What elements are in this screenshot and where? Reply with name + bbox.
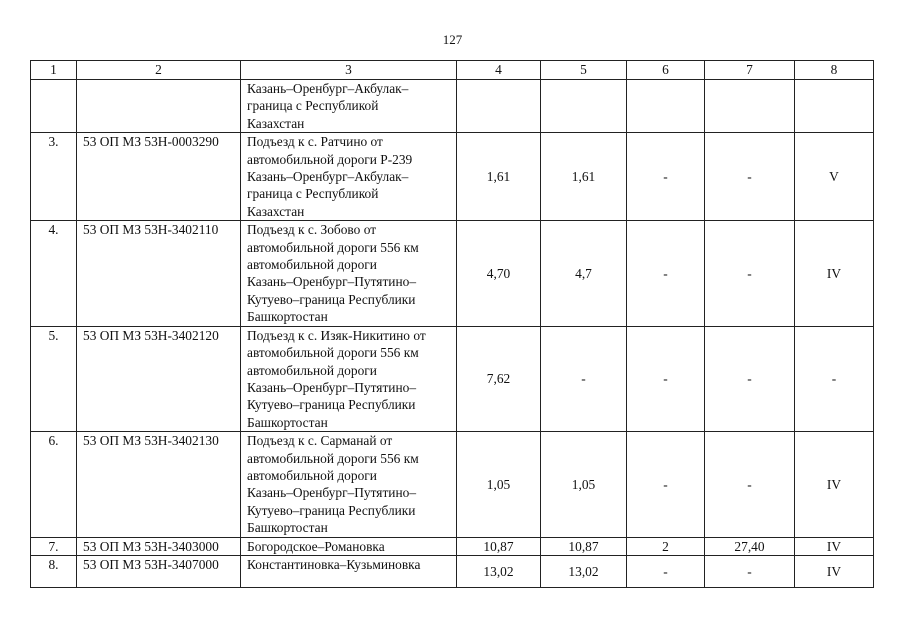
category-cell: V <box>795 133 874 221</box>
col6-value-cell: - <box>627 555 705 587</box>
col6-value-cell: - <box>627 221 705 326</box>
row-number-cell: 8. <box>31 555 77 587</box>
header-cell: 2 <box>77 61 241 80</box>
road-name-cell <box>241 221 457 326</box>
col5-value-cell: 1,61 <box>541 133 627 221</box>
road-name-cell <box>241 432 457 537</box>
col7-value-cell <box>705 80 795 133</box>
road-name-cell <box>241 80 457 133</box>
road-name-cell <box>241 326 457 431</box>
col6-value-cell: - <box>627 326 705 431</box>
road-name-line: граница с Республикой <box>247 98 379 114</box>
header-cell: 1 <box>31 61 77 80</box>
col7-value-cell: - <box>705 133 795 221</box>
col4-value-cell: 10,87 <box>457 537 541 555</box>
road-name-line: Башкортостан <box>247 309 328 325</box>
header-cell: 5 <box>541 61 627 80</box>
roads-table <box>30 60 874 588</box>
road-name-line: Кутуево–граница Республики <box>247 502 416 518</box>
header-row <box>31 61 874 80</box>
road-name-line: автомобильной дороги <box>247 467 377 483</box>
road-name-line: Башкортостан <box>247 414 328 430</box>
header-cell: 4 <box>457 61 541 80</box>
road-code-cell: 53 ОП МЗ 53Н-3407000 <box>77 555 241 587</box>
col5-value-cell <box>541 80 627 133</box>
category-cell <box>795 80 874 133</box>
road-name-line: автомобильной дороги 556 км <box>247 450 419 466</box>
road-name-line: граница с Республикой <box>247 186 379 202</box>
col6-value-cell: - <box>627 133 705 221</box>
table-row <box>31 537 874 555</box>
row-number-cell: 5. <box>31 326 77 431</box>
road-name-cell <box>241 555 457 587</box>
road-name-line: Подъезд к с. Изяк-Никитино от <box>247 327 426 343</box>
road-code-cell: 53 ОП МЗ 53Н-3403000 <box>77 537 241 555</box>
col4-value-cell: 13,02 <box>457 555 541 587</box>
road-code-cell <box>77 80 241 133</box>
road-name-line: Казахстан <box>247 203 305 219</box>
category-cell: - <box>795 326 874 431</box>
road-code-cell: 53 ОП МЗ 53Н-0003290 <box>77 133 241 221</box>
table-row <box>31 555 874 587</box>
col4-value-cell: 1,61 <box>457 133 541 221</box>
road-name-line: Подъезд к с. Сарманай от <box>247 433 393 449</box>
table-row <box>31 221 874 326</box>
header-cell: 8 <box>795 61 874 80</box>
table-row <box>31 326 874 431</box>
col4-value-cell: 4,70 <box>457 221 541 326</box>
road-name-line: Подъезд к с. Зобово от <box>247 222 377 238</box>
col7-value-cell: - <box>705 555 795 587</box>
table-row <box>31 432 874 537</box>
road-code-cell: 53 ОП МЗ 53Н-3402130 <box>77 432 241 537</box>
road-name-line: Кутуево–граница Республики <box>247 397 416 413</box>
road-name-line: Казань–Оренбург–Путятино– <box>247 274 417 290</box>
col4-value-cell <box>457 80 541 133</box>
col5-value-cell: 1,05 <box>541 432 627 537</box>
row-number-cell: 6. <box>31 432 77 537</box>
col4-value-cell: 7,62 <box>457 326 541 431</box>
road-name-cell <box>241 537 457 555</box>
road-name-line: Подъезд к с. Ратчино от <box>247 134 383 150</box>
col7-value-cell: - <box>705 326 795 431</box>
col5-value-cell: 13,02 <box>541 555 627 587</box>
row-number-cell <box>31 80 77 133</box>
road-name-line: Казань–Оренбург–Путятино– <box>247 379 417 395</box>
road-name-line: Башкортостан <box>247 520 328 536</box>
col7-value-cell: - <box>705 221 795 326</box>
road-name-line: Кутуево–граница Республики <box>247 291 416 307</box>
road-code-cell: 53 ОП МЗ 53Н-3402120 <box>77 326 241 431</box>
road-name-line: Казань–Оренбург–Акбулак– <box>247 81 409 96</box>
table-body <box>31 80 874 588</box>
road-code-cell: 53 ОП МЗ 53Н-3402110 <box>77 221 241 326</box>
road-name-line: Казахстан <box>247 115 305 131</box>
col6-value-cell: - <box>627 432 705 537</box>
header-cell: 3 <box>241 61 457 80</box>
road-name-line: автомобильной дороги <box>247 257 377 273</box>
road-name-cell <box>241 133 457 221</box>
header-cell: 6 <box>627 61 705 80</box>
table-row <box>31 80 874 133</box>
col5-value-cell: 4,7 <box>541 221 627 326</box>
category-cell: IV <box>795 221 874 326</box>
col6-value-cell: 2 <box>627 537 705 555</box>
table-header <box>31 61 874 80</box>
road-name-line: Константиновка–Кузьминовка <box>247 556 421 572</box>
road-name-line: автомобильной дороги <box>247 362 377 378</box>
header-cell: 7 <box>705 61 795 80</box>
row-number-cell: 3. <box>31 133 77 221</box>
page-number: 127 <box>442 32 463 47</box>
road-name-line: автомобильной дороги 556 км <box>247 345 419 361</box>
col5-value-cell: 10,87 <box>541 537 627 555</box>
category-cell: IV <box>795 432 874 537</box>
row-number-cell: 7. <box>31 537 77 555</box>
row-number-cell: 4. <box>31 221 77 326</box>
category-cell: IV <box>795 555 874 587</box>
col7-value-cell: 27,40 <box>705 537 795 555</box>
category-cell: IV <box>795 537 874 555</box>
col5-value-cell: - <box>541 326 627 431</box>
road-name-line: автомобильной дороги 556 км <box>247 239 419 255</box>
road-name-line: Казань–Оренбург–Акбулак– <box>247 169 409 185</box>
col7-value-cell: - <box>705 432 795 537</box>
road-name-line: Казань–Оренбург–Путятино– <box>247 485 417 501</box>
road-name-line: автомобильной дороги Р-239 <box>247 151 413 167</box>
col6-value-cell <box>627 80 705 133</box>
road-name-line: Богородское–Романовка <box>247 538 385 554</box>
table-row <box>31 133 874 221</box>
col4-value-cell: 1,05 <box>457 432 541 537</box>
